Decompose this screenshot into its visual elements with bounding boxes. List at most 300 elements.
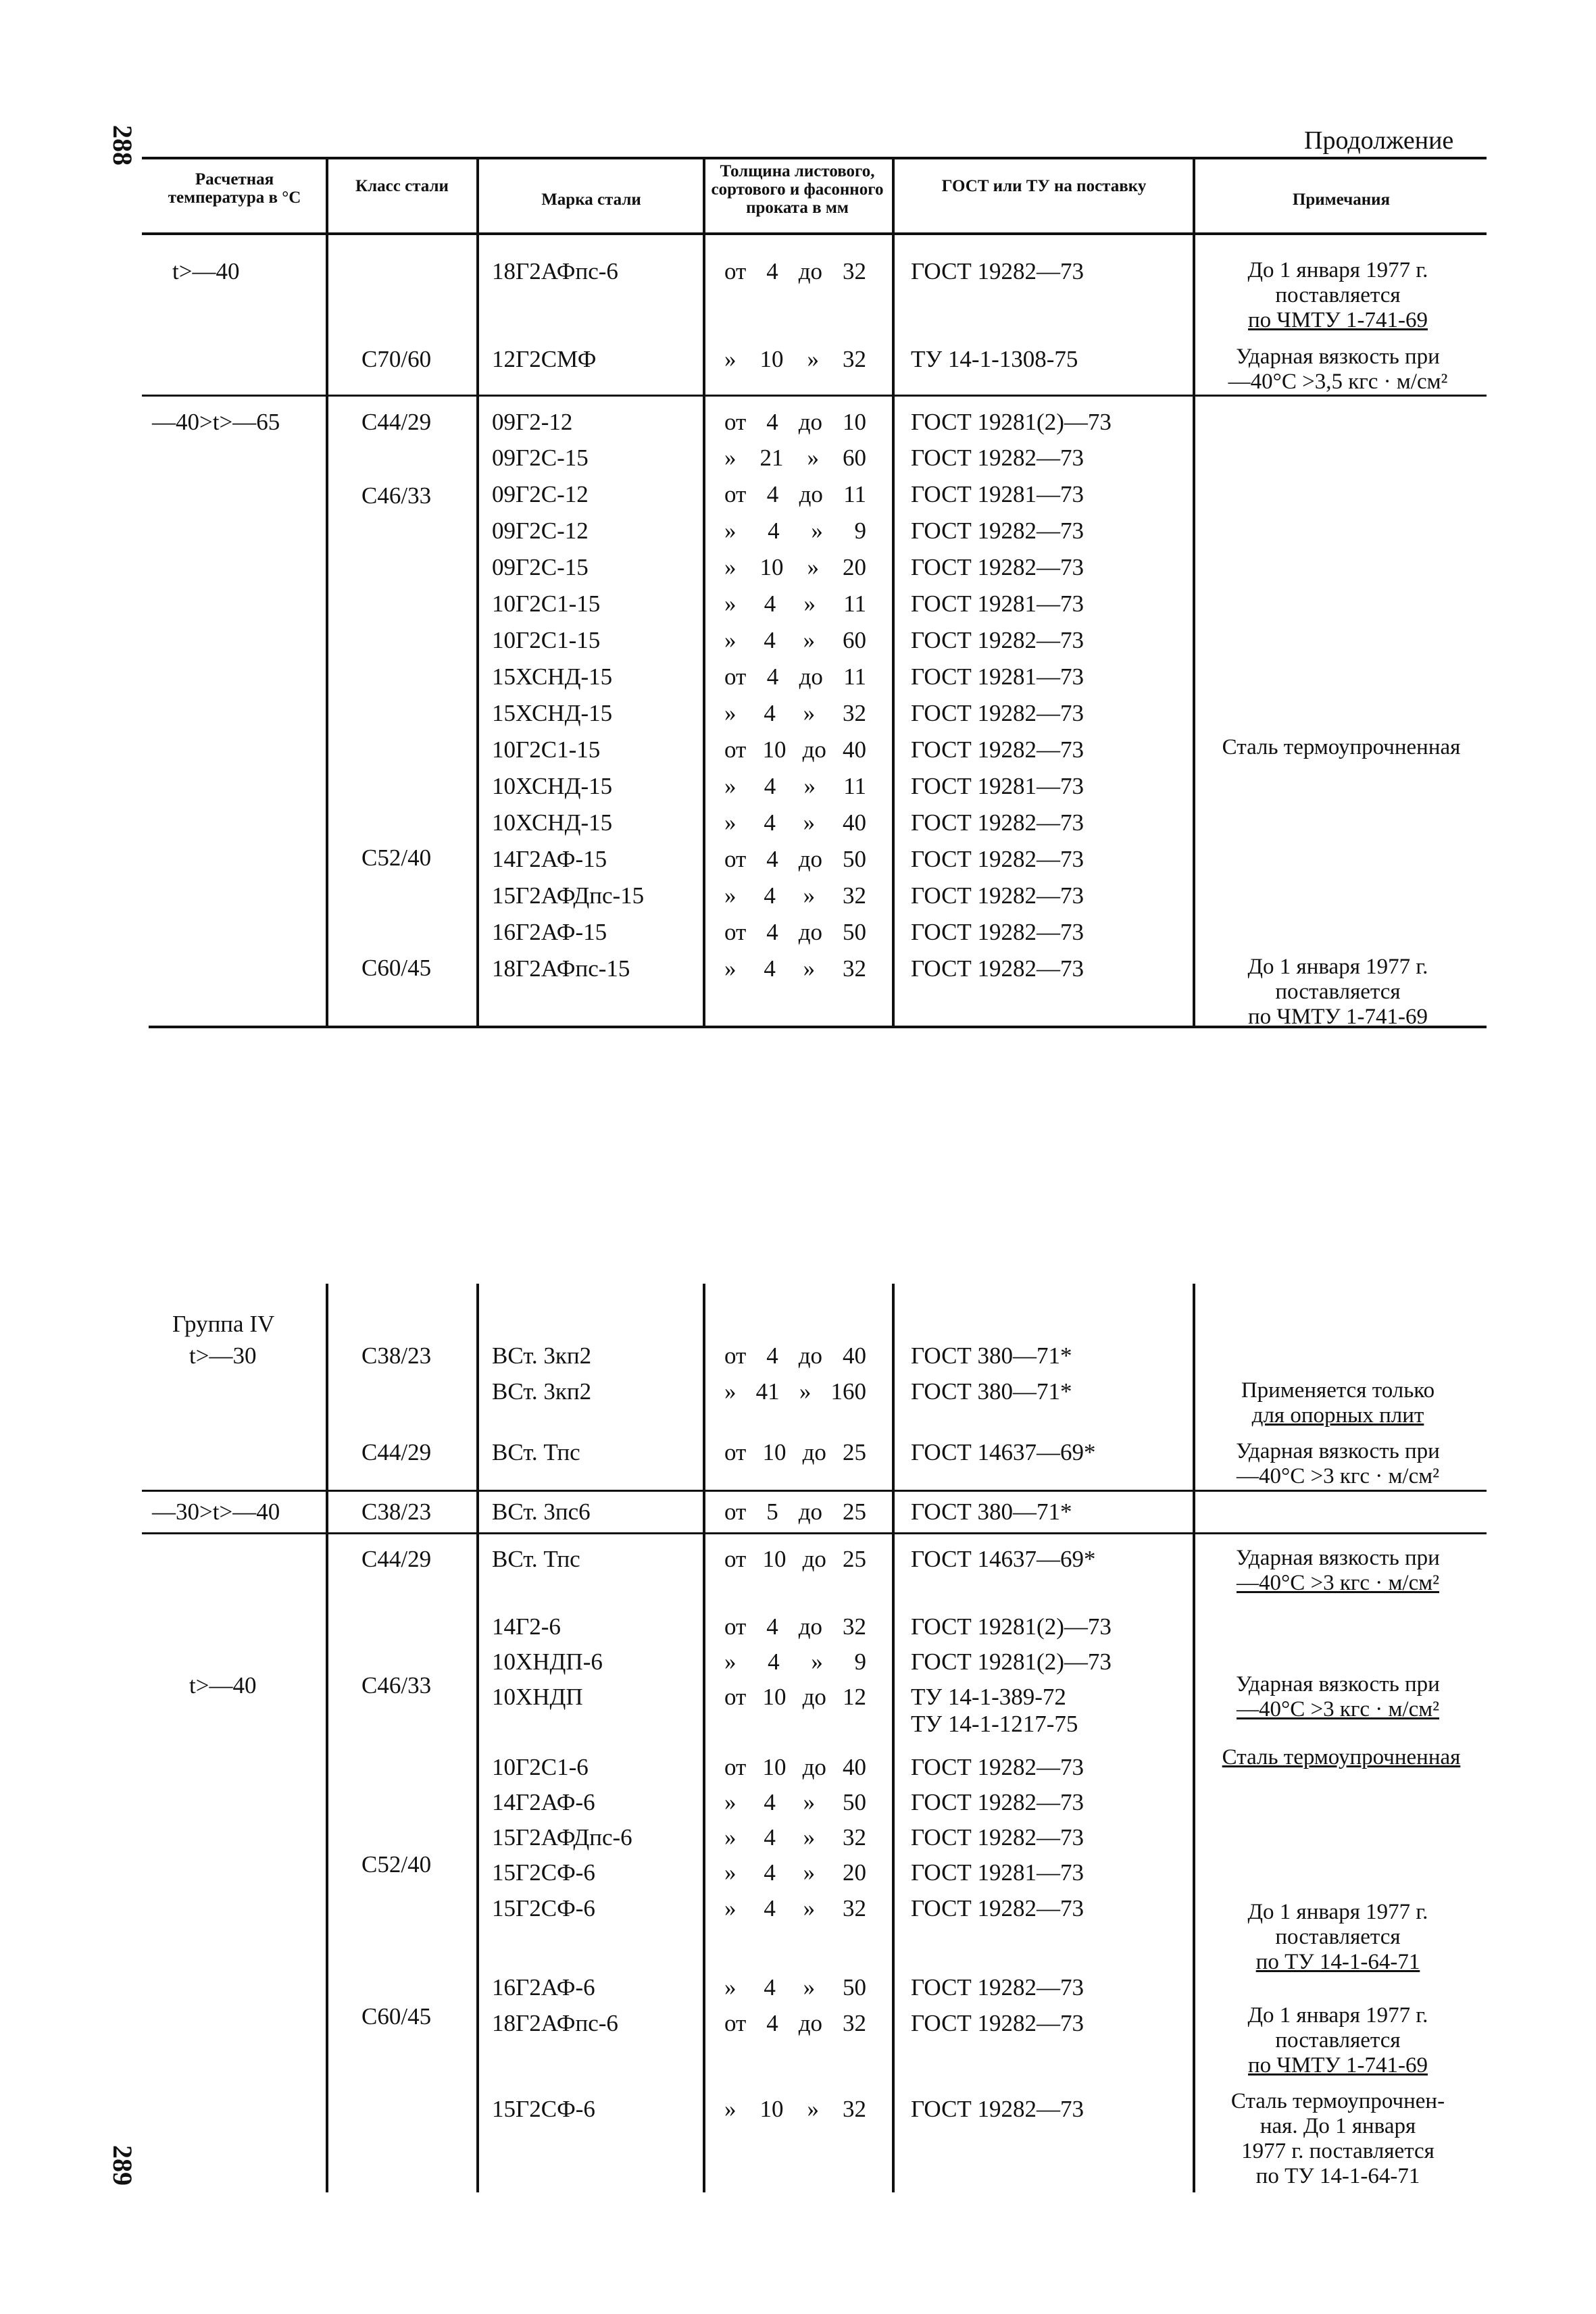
page-number-bottom: 289 xyxy=(107,2145,138,2186)
thickness-part: от xyxy=(724,2010,747,2036)
thickness-range xyxy=(724,955,866,982)
steel-class: С44/29 xyxy=(361,1546,432,1572)
thickness-part: 4 xyxy=(764,627,776,653)
thickness-part: до xyxy=(799,481,823,507)
thickness-part: 10 xyxy=(762,1439,787,1465)
thickness-range xyxy=(724,663,866,690)
steel-grade: 14Г2АФ-15 xyxy=(492,846,607,872)
thickness-part: 4 xyxy=(766,258,778,284)
thickness-part: 4 xyxy=(766,481,779,507)
note-line: —40°С >3,5 кгс · м/см² xyxy=(1228,370,1448,394)
thickness-range xyxy=(724,590,866,618)
standard: ГОСТ 380—71* xyxy=(911,1378,1072,1405)
temp-range: t>—40 xyxy=(189,1672,257,1699)
steel-grade: 10Г2С1-15 xyxy=(492,627,601,653)
note xyxy=(1199,955,1476,1030)
steel-class: С52/40 xyxy=(361,845,432,871)
thickness-part: 9 xyxy=(854,1649,866,1675)
group-label: Группа IV xyxy=(172,1311,275,1337)
steel-class: С60/45 xyxy=(361,2003,432,2030)
standard: ГОСТ 380—71* xyxy=(911,1342,1072,1369)
temp-range: —30>t>—40 xyxy=(152,1499,280,1525)
thickness-part: до xyxy=(802,1546,826,1572)
thickness-part: 12 xyxy=(842,1684,866,1710)
thickness-range xyxy=(724,1684,866,1711)
standard: ГОСТ 19282—73 xyxy=(911,955,1084,982)
table1-col-divider-2 xyxy=(476,157,479,1028)
thickness-part: 40 xyxy=(842,736,866,763)
thickness-part: до xyxy=(802,1684,826,1710)
thickness-part: от xyxy=(724,258,747,284)
temp-range: t>—30 xyxy=(189,1342,257,1369)
thickness-range xyxy=(724,445,866,472)
thickness-part: » xyxy=(803,1859,816,1886)
thickness-range xyxy=(724,1546,866,1573)
table2-col-divider-5 xyxy=(1193,1284,1195,2192)
steel-grade: 12Г2СМФ xyxy=(492,346,597,372)
table2-col-divider-3 xyxy=(703,1284,705,2192)
thickness-part: 4 xyxy=(766,919,778,945)
table2-col-divider-1 xyxy=(326,1284,328,2192)
standard: ГОСТ 19282—73 xyxy=(911,554,1084,580)
thickness-part: до xyxy=(799,663,823,690)
steel-class: С44/29 xyxy=(361,409,432,435)
thickness-part: 4 xyxy=(764,955,776,982)
header-steel-class: Класс стали xyxy=(355,177,449,195)
thickness-part: » xyxy=(803,1789,816,1815)
note-line: Сталь термоупрочнен- xyxy=(1230,2089,1445,2113)
thickness-range xyxy=(724,1824,866,1851)
steel-class: С38/23 xyxy=(361,1342,432,1369)
note xyxy=(1199,1546,1476,1596)
thickness-part: » xyxy=(724,882,737,909)
thickness-part: » xyxy=(803,809,816,836)
thickness-range xyxy=(724,2010,866,2037)
note-line: До 1 января 1977 г. xyxy=(1247,258,1428,282)
thickness-part: 4 xyxy=(764,700,776,726)
thickness-range xyxy=(724,809,866,836)
thickness-part: до xyxy=(798,846,823,872)
thickness-range xyxy=(724,1439,866,1466)
standard: ГОСТ 19282—73 xyxy=(911,700,1084,726)
steel-grade: 10Г2С1-6 xyxy=(492,1754,589,1780)
thickness-part: 4 xyxy=(764,590,776,617)
thickness-part: » xyxy=(803,1895,816,1921)
thickness-part: 40 xyxy=(842,1342,866,1369)
thickness-part: от xyxy=(724,1546,747,1572)
steel-class: С44/29 xyxy=(361,1439,432,1465)
note-line: по ТУ 14-1-64-71 xyxy=(1255,2164,1420,2188)
thickness-part: 50 xyxy=(842,846,866,872)
thickness-part: 4 xyxy=(766,663,779,690)
thickness-part: » xyxy=(724,1974,737,2001)
thickness-part: » xyxy=(803,627,816,653)
table1-col-divider-4 xyxy=(892,157,895,1028)
thickness-part: » xyxy=(803,700,816,726)
thickness-part: » xyxy=(724,554,737,580)
steel-grade: 10Г2С1-15 xyxy=(492,590,601,617)
table1-col-divider-1 xyxy=(326,157,328,1028)
thickness-part: 4 xyxy=(766,846,778,872)
steel-grade: ВСт. Тпс xyxy=(492,1439,580,1465)
standard: ГОСТ 19282—73 xyxy=(911,1974,1084,2001)
thickness-part: 10 xyxy=(759,2096,784,2122)
steel-grade: 15Г2АФДпс-6 xyxy=(492,1824,632,1851)
note-line: поставляется xyxy=(1275,1925,1401,1949)
temp-range: t>—40 xyxy=(172,258,240,284)
note-line: ная. До 1 января xyxy=(1260,2114,1416,2138)
thickness-part: от xyxy=(724,481,747,507)
steel-grade: 09Г2С-12 xyxy=(492,518,589,544)
thickness-part: от xyxy=(724,846,747,872)
standard: ГОСТ 19282—73 xyxy=(911,809,1084,836)
thickness-part: от xyxy=(724,663,747,690)
thickness-part: 4 xyxy=(764,1895,776,1921)
thickness-part: от xyxy=(724,1342,747,1369)
thickness-part: 25 xyxy=(842,1546,866,1572)
thickness-range xyxy=(724,258,866,285)
standard: ГОСТ 19282—73 xyxy=(911,518,1084,544)
thickness-part: 21 xyxy=(759,445,784,471)
standard: ГОСТ 19281—73 xyxy=(911,1859,1084,1886)
standard: ГОСТ 19281—73 xyxy=(911,481,1084,507)
standard: ГОСТ 14637—69* xyxy=(911,1546,1096,1572)
standard: ГОСТ 19282—73 xyxy=(911,258,1084,284)
steel-grade: ВСт. Тпс xyxy=(492,1546,580,1572)
thickness-part: » xyxy=(807,2096,819,2122)
note-line: поставляется xyxy=(1275,980,1401,1004)
thickness-part: от xyxy=(724,736,747,763)
temp-range: —40>t>—65 xyxy=(152,409,280,435)
thickness-range xyxy=(724,1378,866,1405)
thickness-range xyxy=(724,1859,866,1886)
table1-header-rule xyxy=(142,232,1487,235)
thickness-range xyxy=(724,846,866,873)
thickness-range xyxy=(724,736,866,763)
standard: ГОСТ 380—71* xyxy=(911,1499,1072,1525)
table2-group-rule xyxy=(142,1532,1487,1534)
steel-grade: 14Г2-6 xyxy=(492,1613,561,1640)
thickness-range xyxy=(724,1754,866,1781)
thickness-range xyxy=(724,1342,866,1369)
note xyxy=(1199,345,1476,395)
note xyxy=(1199,2003,1476,2078)
thickness-part: до xyxy=(802,736,826,763)
thickness-part: 11 xyxy=(843,773,866,799)
thickness-part: 160 xyxy=(830,1378,866,1405)
note-line: для опорных плит xyxy=(1251,1403,1424,1428)
thickness-part: » xyxy=(724,518,737,544)
note-line: по ЧМТУ 1-741-69 xyxy=(1248,1005,1428,1029)
thickness-range xyxy=(724,1649,866,1676)
standard: ГОСТ 19282—73 xyxy=(911,2010,1084,2036)
note xyxy=(1199,258,1476,333)
thickness-part: 11 xyxy=(843,481,866,507)
standard: ГОСТ 19282—73 xyxy=(911,882,1084,909)
thickness-part: 4 xyxy=(764,1824,776,1851)
thickness-part: 50 xyxy=(842,1974,866,2001)
note-line: 1977 г. поставляется xyxy=(1241,2139,1435,2163)
thickness-part: 11 xyxy=(843,663,866,690)
thickness-range xyxy=(724,1613,866,1640)
thickness-part: » xyxy=(724,955,737,982)
standard: ГОСТ 19282—73 xyxy=(911,2096,1084,2122)
continuation-label: Продолжение xyxy=(1304,126,1454,155)
page-number-top: 288 xyxy=(107,125,138,166)
thickness-part: » xyxy=(803,955,816,982)
thickness-part: 32 xyxy=(842,1895,866,1921)
thickness-range xyxy=(724,882,866,909)
steel-grade: 18Г2АФпс-6 xyxy=(492,258,618,284)
steel-grade: 15ХСНД-15 xyxy=(492,700,613,726)
standard: ТУ 14-1-1308-75 xyxy=(911,346,1078,372)
thickness-range xyxy=(724,409,866,436)
thickness-part: 4 xyxy=(764,1789,776,1815)
thickness-part: 40 xyxy=(842,809,866,836)
note-line: Ударная вязкость при xyxy=(1236,345,1440,369)
steel-class: С60/45 xyxy=(361,955,432,981)
steel-class: С46/33 xyxy=(361,1672,432,1699)
thickness-part: 32 xyxy=(843,346,866,372)
thickness-part: » xyxy=(724,773,737,799)
steel-class: С52/40 xyxy=(361,1851,432,1878)
steel-grade: 09Г2С-12 xyxy=(492,481,589,507)
thickness-part: » xyxy=(807,554,819,580)
thickness-part: » xyxy=(724,346,737,372)
steel-grade: ВСт. 3кп2 xyxy=(492,1378,592,1405)
standard: ГОСТ 19282—73 xyxy=(911,846,1084,872)
thickness-part: до xyxy=(798,1499,823,1525)
header-thickness: Толщина листового, сортового и фасонного проката в мм xyxy=(711,162,884,217)
table1-col-divider-3 xyxy=(703,157,705,1028)
note-line: Ударная вязкость при xyxy=(1236,1672,1440,1696)
steel-grade: 15Г2АФДпс-15 xyxy=(492,882,645,909)
standard: ГОСТ 19282—73 xyxy=(911,627,1084,653)
thickness-part: 32 xyxy=(842,2010,866,2036)
standard: ТУ 14-1-1217-75 xyxy=(911,1711,1078,1737)
header-temperature: Расчетная температура в °С xyxy=(168,170,301,207)
thickness-part: от xyxy=(724,1499,747,1525)
thickness-part: 32 xyxy=(842,882,866,909)
thickness-part: 50 xyxy=(842,919,866,945)
steel-grade: 16Г2АФ-6 xyxy=(492,1974,595,2001)
thickness-part: » xyxy=(803,1824,816,1851)
thickness-part: 10 xyxy=(842,409,866,435)
table1-col-divider-5 xyxy=(1193,157,1195,1028)
thickness-part: от xyxy=(724,919,747,945)
standard: ГОСТ 19282—73 xyxy=(911,1824,1084,1851)
note-line: по ТУ 14-1-64-71 xyxy=(1255,1950,1420,1974)
steel-grade: 09Г2С-15 xyxy=(492,445,589,471)
thickness-part: » xyxy=(807,445,819,471)
steel-grade: ВСт. 3кп2 xyxy=(492,1342,592,1369)
thickness-part: 10 xyxy=(759,346,784,372)
thickness-range xyxy=(724,2096,866,2123)
steel-grade: 18Г2АФпс-15 xyxy=(492,955,630,982)
thickness-part: » xyxy=(724,1859,737,1886)
thickness-part: » xyxy=(724,590,737,617)
thickness-range xyxy=(724,1499,866,1526)
thickness-part: от xyxy=(724,1613,747,1640)
thickness-part: 20 xyxy=(842,1859,866,1886)
thickness-part: 10 xyxy=(762,1546,787,1572)
standard: ГОСТ 19282—73 xyxy=(911,919,1084,945)
thickness-part: 32 xyxy=(842,1613,866,1640)
thickness-part: до xyxy=(802,1439,826,1465)
note: Сталь термоупрочненная xyxy=(1222,735,1461,759)
thickness-part: » xyxy=(803,882,816,909)
thickness-part: до xyxy=(798,1342,823,1369)
thickness-part: » xyxy=(724,700,737,726)
thickness-part: » xyxy=(724,809,737,836)
steel-class: С38/23 xyxy=(361,1499,432,1525)
steel-grade: 15Г2СФ-6 xyxy=(492,2096,595,2122)
thickness-part: » xyxy=(724,1895,737,1921)
steel-class: С70/60 xyxy=(361,346,432,372)
note-line: Ударная вязкость при xyxy=(1236,1439,1440,1463)
note-line: —40°С >3 кгс · м/см² xyxy=(1237,1697,1439,1721)
thickness-part: » xyxy=(724,1789,737,1815)
steel-grade: 15ХСНД-15 xyxy=(492,663,613,690)
note-line: До 1 января 1977 г. xyxy=(1247,2003,1428,2028)
thickness-part: » xyxy=(724,445,737,471)
note: Сталь термоупрочненная xyxy=(1222,1745,1461,1769)
thickness-part: 41 xyxy=(755,1378,780,1405)
thickness-range xyxy=(724,627,866,654)
note-line: поставляется xyxy=(1275,283,1401,307)
note xyxy=(1199,1900,1476,1975)
note-line: До 1 января 1977 г. xyxy=(1247,1900,1428,1924)
standard: ТУ 14-1-389-72 xyxy=(911,1684,1066,1710)
thickness-part: 10 xyxy=(762,736,787,763)
thickness-part: до xyxy=(798,919,823,945)
steel-grade: 15Г2СФ-6 xyxy=(492,1895,595,1921)
thickness-part: 25 xyxy=(842,1439,866,1465)
note xyxy=(1199,1439,1476,1489)
thickness-part: 4 xyxy=(768,518,780,544)
steel-grade: 10ХСНД-15 xyxy=(492,773,613,799)
steel-grade: 10ХНДП-6 xyxy=(492,1649,603,1675)
standard: ГОСТ 19282—73 xyxy=(911,445,1084,471)
thickness-part: от xyxy=(724,1684,747,1710)
thickness-part: 10 xyxy=(762,1754,787,1780)
note-line: Применяется только xyxy=(1241,1378,1435,1403)
note xyxy=(1199,1672,1476,1722)
thickness-part: 4 xyxy=(764,1974,776,2001)
table2-group-rule xyxy=(142,1490,1487,1492)
standard: ГОСТ 19281(2)—73 xyxy=(911,1613,1112,1640)
thickness-part: » xyxy=(803,773,816,799)
thickness-part: » xyxy=(724,1824,737,1851)
thickness-part: 25 xyxy=(842,1499,866,1525)
note-line: —40°С >3 кгс · м/см² xyxy=(1237,1464,1439,1488)
standard: ГОСТ 19281(2)—73 xyxy=(911,409,1112,435)
thickness-part: до xyxy=(798,258,823,284)
thickness-part: 40 xyxy=(842,1754,866,1780)
header-steel-grade: Марка стали xyxy=(541,191,641,209)
header-notes: Примечания xyxy=(1292,191,1391,209)
thickness-part: 4 xyxy=(764,882,776,909)
thickness-part: 4 xyxy=(764,1859,776,1886)
standard: ГОСТ 19282—73 xyxy=(911,1754,1084,1780)
thickness-part: 32 xyxy=(842,955,866,982)
thickness-part: » xyxy=(811,518,823,544)
standard: ГОСТ 19281—73 xyxy=(911,773,1084,799)
table1-group-rule xyxy=(142,395,1487,397)
thickness-part: 32 xyxy=(842,258,866,284)
thickness-part: » xyxy=(811,1649,823,1675)
standard: ГОСТ 19282—73 xyxy=(911,736,1084,763)
thickness-part: до xyxy=(798,409,823,435)
thickness-part: 60 xyxy=(843,445,866,471)
note-line: Ударная вязкость при xyxy=(1236,1546,1440,1570)
thickness-part: 4 xyxy=(766,1613,778,1640)
thickness-part: » xyxy=(724,1378,737,1405)
thickness-part: » xyxy=(724,627,737,653)
standard: ГОСТ 19282—73 xyxy=(911,1895,1084,1921)
note-line: по ЧМТУ 1-741-69 xyxy=(1248,2053,1428,2078)
thickness-part: » xyxy=(807,346,819,372)
thickness-part: 4 xyxy=(766,409,778,435)
thickness-part: » xyxy=(799,1378,812,1405)
thickness-part: от xyxy=(724,409,747,435)
thickness-part: до xyxy=(798,2010,823,2036)
thickness-part: 32 xyxy=(842,700,866,726)
steel-grade: 10Г2С1-15 xyxy=(492,736,601,763)
thickness-part: 4 xyxy=(766,1342,778,1369)
thickness-part: 4 xyxy=(764,773,776,799)
thickness-range xyxy=(724,773,866,800)
steel-grade: 10ХСНД-15 xyxy=(492,809,613,836)
steel-grade: 14Г2АФ-6 xyxy=(492,1789,595,1815)
thickness-range xyxy=(724,554,866,581)
thickness-part: от xyxy=(724,1439,747,1465)
standard: ГОСТ 19282—73 xyxy=(911,1789,1084,1815)
note-line: по ЧМТУ 1-741-69 xyxy=(1248,308,1428,332)
thickness-range xyxy=(724,1789,866,1816)
thickness-part: » xyxy=(724,2096,737,2122)
thickness-part: 4 xyxy=(764,809,776,836)
thickness-part: 32 xyxy=(842,1824,866,1851)
steel-grade: 10ХНДП xyxy=(492,1684,583,1710)
thickness-part: 4 xyxy=(768,1649,780,1675)
thickness-range xyxy=(724,1895,866,1922)
thickness-part: 50 xyxy=(842,1789,866,1815)
note-line: —40°С >3 кгс · м/см² xyxy=(1237,1571,1439,1595)
thickness-part: 9 xyxy=(854,518,866,544)
table2-col-divider-2 xyxy=(476,1284,479,2192)
thickness-part: 11 xyxy=(843,590,866,617)
thickness-part: от xyxy=(724,1754,747,1780)
steel-grade: 16Г2АФ-15 xyxy=(492,919,607,945)
steel-grade: 15Г2СФ-6 xyxy=(492,1859,595,1886)
steel-grade: 09Г2С-15 xyxy=(492,554,589,580)
thickness-part: 10 xyxy=(762,1684,787,1710)
thickness-part: 5 xyxy=(766,1499,778,1525)
standard: ГОСТ 19281—73 xyxy=(911,663,1084,690)
thickness-range xyxy=(724,518,866,545)
note-line: поставляется xyxy=(1275,2028,1401,2053)
thickness-part: до xyxy=(798,1613,823,1640)
thickness-range xyxy=(724,346,866,373)
steel-class: С46/33 xyxy=(361,482,432,509)
note-line: До 1 января 1977 г. xyxy=(1247,955,1428,979)
standard: ГОСТ 14637—69* xyxy=(911,1439,1096,1465)
thickness-part: 32 xyxy=(843,2096,866,2122)
table2-col-divider-4 xyxy=(892,1284,895,2192)
thickness-part: » xyxy=(803,590,816,617)
thickness-part: 10 xyxy=(759,554,784,580)
